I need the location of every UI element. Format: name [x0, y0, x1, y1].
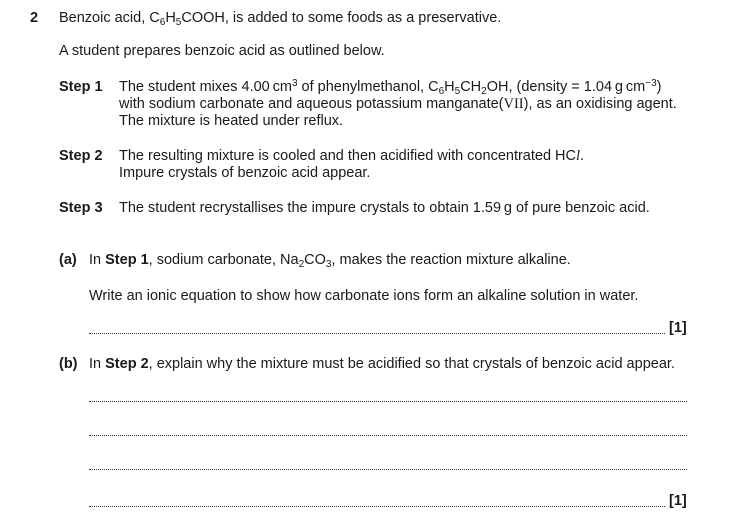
step3-line1: The student recrystallises the impure crystals to obtain 1.59 g of pure benzoic acid. — [119, 200, 650, 216]
step1-label: Step 1 — [59, 79, 103, 95]
part-a-answer-line[interactable] — [89, 333, 665, 334]
part-a-text: In Step 1, sodium carbonate, $Na_2CO_3$, makes the reaction mixture alkaline. — [89, 252, 571, 270]
part-b-label: (b) — [59, 356, 78, 372]
step3-label: Step 3 — [59, 200, 103, 216]
step1-line1: The student mixes 4.00 $cm^3$ of phenylmethanol, $C_6H_5CH_2OH$, (density = 1.04 g $cm^{-3}$) — [119, 78, 662, 97]
preparation-line: A student prepares benzoic acid as outlined below. — [59, 43, 385, 59]
part-b-answer-line-2[interactable] — [89, 435, 687, 436]
part-b-answer-line-1[interactable] — [89, 401, 687, 402]
step2-label: Step 2 — [59, 148, 103, 164]
step1-line2: with sodium carbonate and aqueous potassium manganate(VII), as an oxidising agent. — [119, 96, 677, 112]
question-number: 2 — [30, 10, 39, 26]
question-intro: Benzoic acid, $C_6H_5COOH$, is added to some foods as a preservative. — [59, 10, 502, 28]
step2-line2: Impure crystals of benzoic acid appear. — [119, 165, 371, 181]
part-b-answer-line-4[interactable] — [89, 506, 665, 507]
part-a-instruction: Write an ionic equation to show how carbonate ions form an alkaline solution in water. — [89, 288, 639, 304]
part-b-marks: [1] — [669, 493, 687, 509]
step1-line3: The mixture is heated under reflux. — [119, 113, 344, 129]
step2-line1: The resulting mixture is cooled and then acidified with concentrated HCl. — [119, 148, 585, 164]
part-b-text: In Step 2, explain why the mixture must be acidified so that crystals of benzoic acid appear. — [89, 356, 675, 372]
part-a-label: (a) — [59, 252, 77, 268]
part-a-marks: [1] — [669, 320, 687, 336]
part-b-answer-line-3[interactable] — [89, 469, 687, 470]
